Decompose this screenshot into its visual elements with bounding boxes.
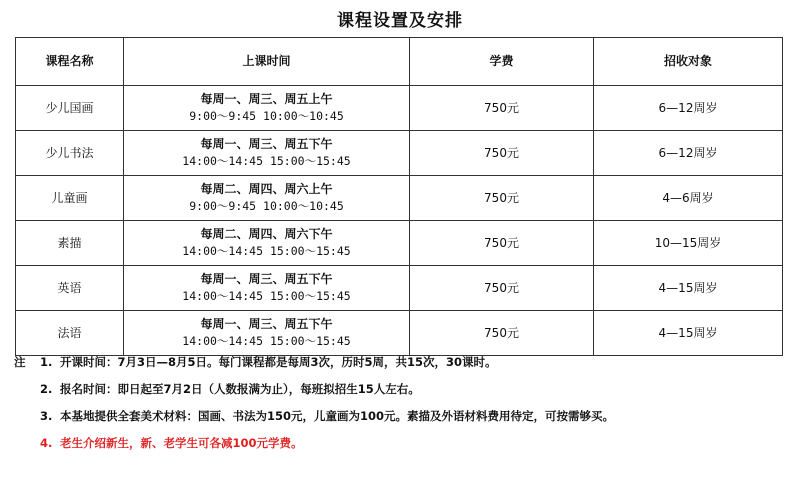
notes-section bbox=[14, 354, 794, 462]
class-times: 14:00～14:45 15:00～15:45 bbox=[182, 289, 351, 303]
note-item bbox=[14, 354, 794, 381]
tuition-cell: 750元 bbox=[410, 311, 594, 356]
header-target-age: 招收对象 bbox=[594, 38, 783, 86]
note-item bbox=[14, 408, 794, 435]
class-time-cell bbox=[124, 176, 410, 221]
note-number: 1. bbox=[40, 355, 53, 369]
table-row bbox=[16, 311, 783, 356]
note-number: 3. bbox=[40, 409, 53, 423]
note-text: 开课时间：7月3日—8月5日。每门课程都是每周3次，历时5周，共15次，30课时。 bbox=[60, 355, 497, 369]
note-number: 4. bbox=[40, 436, 53, 450]
class-times: 14:00～14:45 15:00～15:45 bbox=[182, 334, 351, 348]
target-age-cell: 10—15周岁 bbox=[594, 221, 783, 266]
target-age-cell: 6—12周岁 bbox=[594, 131, 783, 176]
class-time-cell bbox=[124, 131, 410, 176]
header-class-time: 上课时间 bbox=[124, 38, 410, 86]
tuition-cell: 750元 bbox=[410, 86, 594, 131]
target-age-cell: 4—15周岁 bbox=[594, 311, 783, 356]
table-header-row bbox=[16, 38, 783, 86]
class-times: 14:00～14:45 15:00～15:45 bbox=[182, 154, 351, 168]
class-days: 每周一、周三、周五下午 bbox=[200, 137, 333, 151]
table-row bbox=[16, 176, 783, 221]
class-time-cell bbox=[124, 221, 410, 266]
class-time-cell bbox=[124, 86, 410, 131]
header-tuition: 学费 bbox=[410, 38, 594, 86]
class-time-cell bbox=[124, 266, 410, 311]
class-times: 9:00～9:45 10:00～10:45 bbox=[189, 109, 344, 123]
note-item bbox=[14, 381, 794, 408]
note-number: 2. bbox=[40, 382, 53, 396]
course-schedule-table bbox=[15, 37, 783, 356]
target-age-cell: 4—15周岁 bbox=[594, 266, 783, 311]
header-course-name: 课程名称 bbox=[16, 38, 124, 86]
table-row bbox=[16, 221, 783, 266]
course-name-cell: 英语 bbox=[16, 266, 124, 311]
class-times: 14:00～14:45 15:00～15:45 bbox=[182, 244, 351, 258]
class-time-cell bbox=[124, 311, 410, 356]
tuition-cell: 750元 bbox=[410, 131, 594, 176]
class-days: 每周二、周四、周六上午 bbox=[200, 182, 333, 196]
class-days: 每周一、周三、周五下午 bbox=[200, 317, 333, 331]
course-name-cell: 素描 bbox=[16, 221, 124, 266]
tuition-cell: 750元 bbox=[410, 266, 594, 311]
course-name-cell: 法语 bbox=[16, 311, 124, 356]
note-text: 本基地提供全套美术材料：国画、书法为150元，儿童画为100元。素描及外语材料费用待定，可按需够买。 bbox=[60, 409, 615, 423]
table-row bbox=[16, 266, 783, 311]
page-title: 课程设置及安排 bbox=[337, 11, 463, 31]
target-age-cell: 6—12周岁 bbox=[594, 86, 783, 131]
note-text: 老生介绍新生，新、老学生可各减100元学费。 bbox=[60, 436, 303, 450]
note-text: 报名时间：即日起至7月2日（人数报满为止），每班拟招生15人左右。 bbox=[60, 382, 420, 396]
note-item-highlighted bbox=[14, 435, 794, 462]
course-name-cell: 少儿书法 bbox=[16, 131, 124, 176]
notes-label: 注 bbox=[14, 355, 26, 369]
table-row bbox=[16, 131, 783, 176]
course-name-cell: 儿童画 bbox=[16, 176, 124, 221]
class-days: 每周一、周三、周五上午 bbox=[200, 92, 333, 106]
class-times: 9:00～9:45 10:00～10:45 bbox=[189, 199, 344, 213]
class-days: 每周二、周四、周六下午 bbox=[200, 227, 333, 241]
table-row bbox=[16, 86, 783, 131]
target-age-cell: 4—6周岁 bbox=[594, 176, 783, 221]
tuition-cell: 750元 bbox=[410, 176, 594, 221]
tuition-cell: 750元 bbox=[410, 221, 594, 266]
class-days: 每周一、周三、周五下午 bbox=[200, 272, 333, 286]
course-name-cell: 少儿国画 bbox=[16, 86, 124, 131]
